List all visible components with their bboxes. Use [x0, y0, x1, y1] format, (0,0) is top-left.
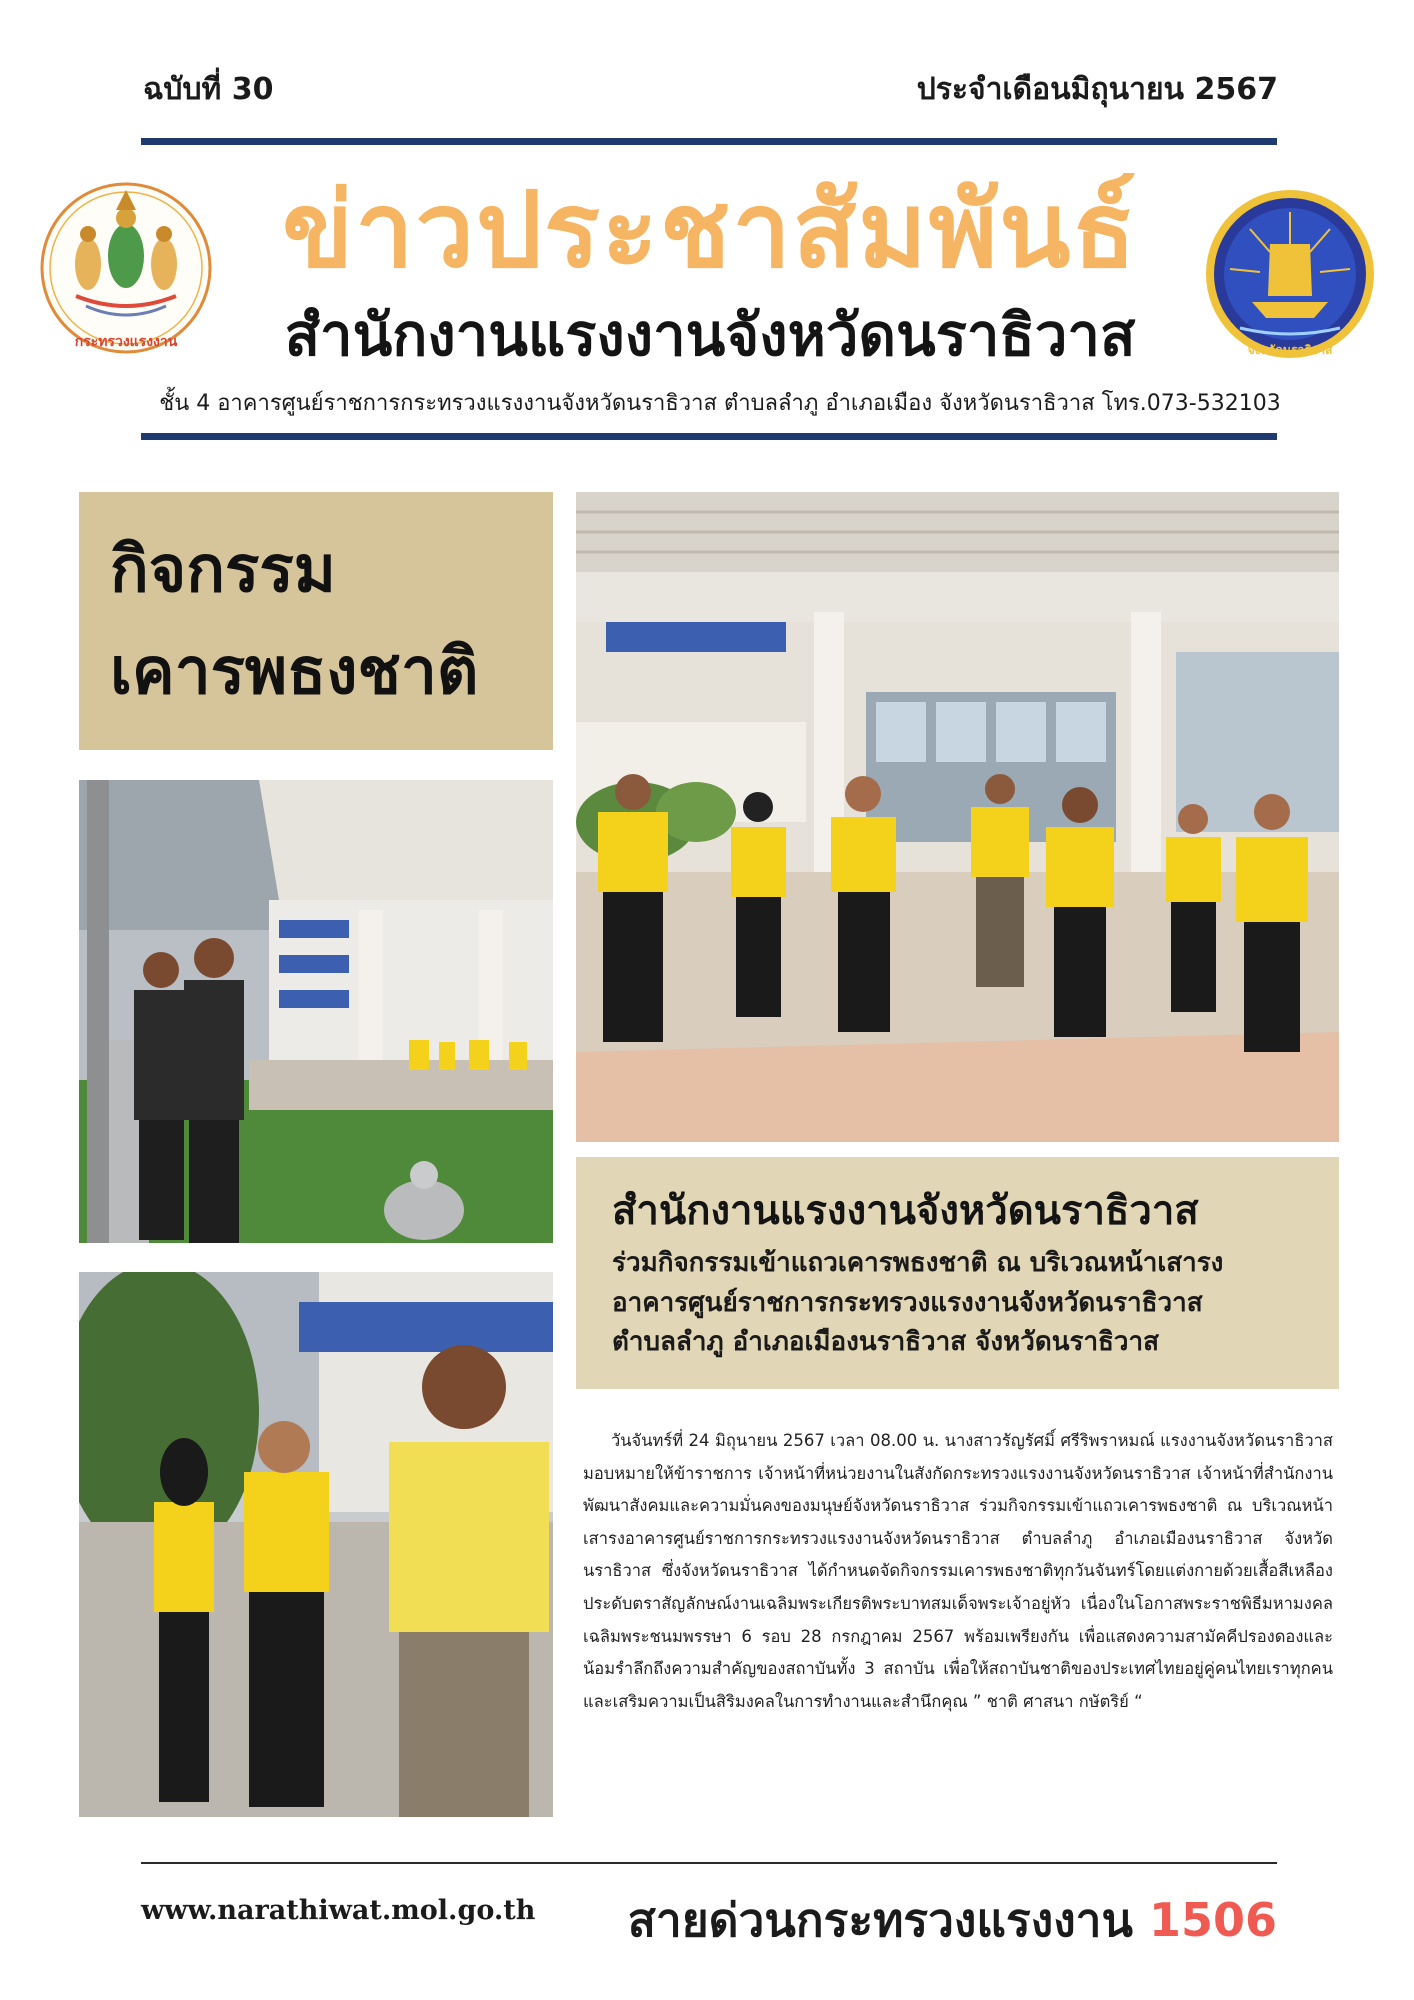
article-body	[583, 1425, 1333, 1718]
headline-line3: ตำบลลำภู อำเภอเมืองนราธิวาส จังหวัดนราธิวาส	[612, 1327, 1159, 1357]
province-seal-text: จังหวัดนราธิวาส	[1247, 343, 1333, 357]
hotline	[628, 1884, 1277, 1957]
photo-staff-closeup	[79, 1272, 553, 1817]
issue-number: ฉบับที่ 30	[143, 72, 274, 107]
ministry-of-labour-logo	[36, 178, 216, 358]
hotline-label: สายด่วนกระทรวงแรงงาน	[627, 1893, 1133, 1947]
issue-month: ประจำเดือนมิถุนายน 2567	[916, 72, 1278, 107]
ministry-logo-text: กระทรวงแรงงาน	[74, 334, 178, 350]
office-name: สำนักงานแรงงานจังหวัดนราธิวาส	[284, 301, 1136, 369]
header-bottom-rule	[141, 433, 1277, 440]
activity-tag-line1: กิจกรรม	[110, 533, 336, 607]
office-address: ชั้น 4 อาคารศูนย์ราชการกระทรวงแรงงานจังหวัดนราธิวาส ตำบลลำภู อำเภอเมือง จังหวัดนราธิวาส โทร.073-532103	[159, 391, 1281, 416]
main-photo-staff-lineup	[576, 492, 1339, 1142]
headline-line1: ร่วมกิจกรรมเข้าแถวเคารพธงชาติ ณ บริเวณหน้าเสารง	[612, 1248, 1224, 1278]
headline-title: สำนักงานแรงงานจังหวัดนราธิวาส	[612, 1188, 1199, 1234]
website-url[interactable]: www.narathiwat.mol.go.th	[141, 1895, 536, 1926]
article-paragraph: วันจันทร์ที่ 24 มิถุนายน 2567 เวลา 08.00 น. นางสาวรัญรัศมิ์ ศรีริพราหมณ์ แรงงานจังหวัดนราธิวาส มอบหมายให้ข้าราชการ เจ้าหน้าที่หน่วยงานในสังกัดกระทรวงแรงงานจังหวัดนราธิวาส เจ้าหน้าที่สำนักงานพัฒนาสังคมและความมั่นคงของมนุษย์จังหวัดนราธิวาส ร่วมกิจกรรมเข้าแถวเคารพธงชาติ ณ บริเวณหน้าเสารงอาคารศูนย์ราชการกระทรวงแรงงานจังหวัดนราธิวาส ตำบลลำภู อำเภอเมืองนราธิวาส จังหวัดนราธิวาส ซึ่งจังหวัดนราธิวาส ได้กำหนดจัดกิจกรรมเคารพธงชาติทุกวันจันทร์โดยแต่งกายด้วยเสื้อสีเหลืองประดับตราสัญลักษณ์งานเฉลิมพระเกียรติพระบาทสมเด็จพระเจ้าอยู่หัว เนื่องในโอกาสพระราชพิธีมหามงคลเฉลิมพระชนมพรรษา 6 รอบ 28 กรกฎาคม 2567 พร้อมเพรียงกัน เพื่อแสดงความสามัคคีปรองดองและน้อมรำลึกถึงความสำคัญของสถาบันทั้ง 3 สถาบัน เพื่อให้สถาบันชาติของประเทศไทยอยู่คู่คนไทยเราทุกคน และเสริมความเป็นสิริมงคลในการทำงานและสำนึกคุณ ” ชาติ ศาสนา กษัตริย์ “	[583, 1431, 1333, 1711]
header-top-rule	[141, 138, 1277, 145]
headline-line2: อาคารศูนย์ราชการกระทรวงแรงงานจังหวัดนราธิวาส	[612, 1288, 1203, 1318]
photo-flagpole-guards	[79, 780, 553, 1243]
activity-tag-line2: เคารพธงชาติ	[110, 635, 479, 709]
footer-rule	[141, 1862, 1277, 1864]
narathiwat-province-seal	[1200, 184, 1380, 364]
hotline-number: 1506	[1148, 1893, 1277, 1947]
newsletter-title: ข่าวประชาสัมพันธ์	[282, 169, 1138, 291]
